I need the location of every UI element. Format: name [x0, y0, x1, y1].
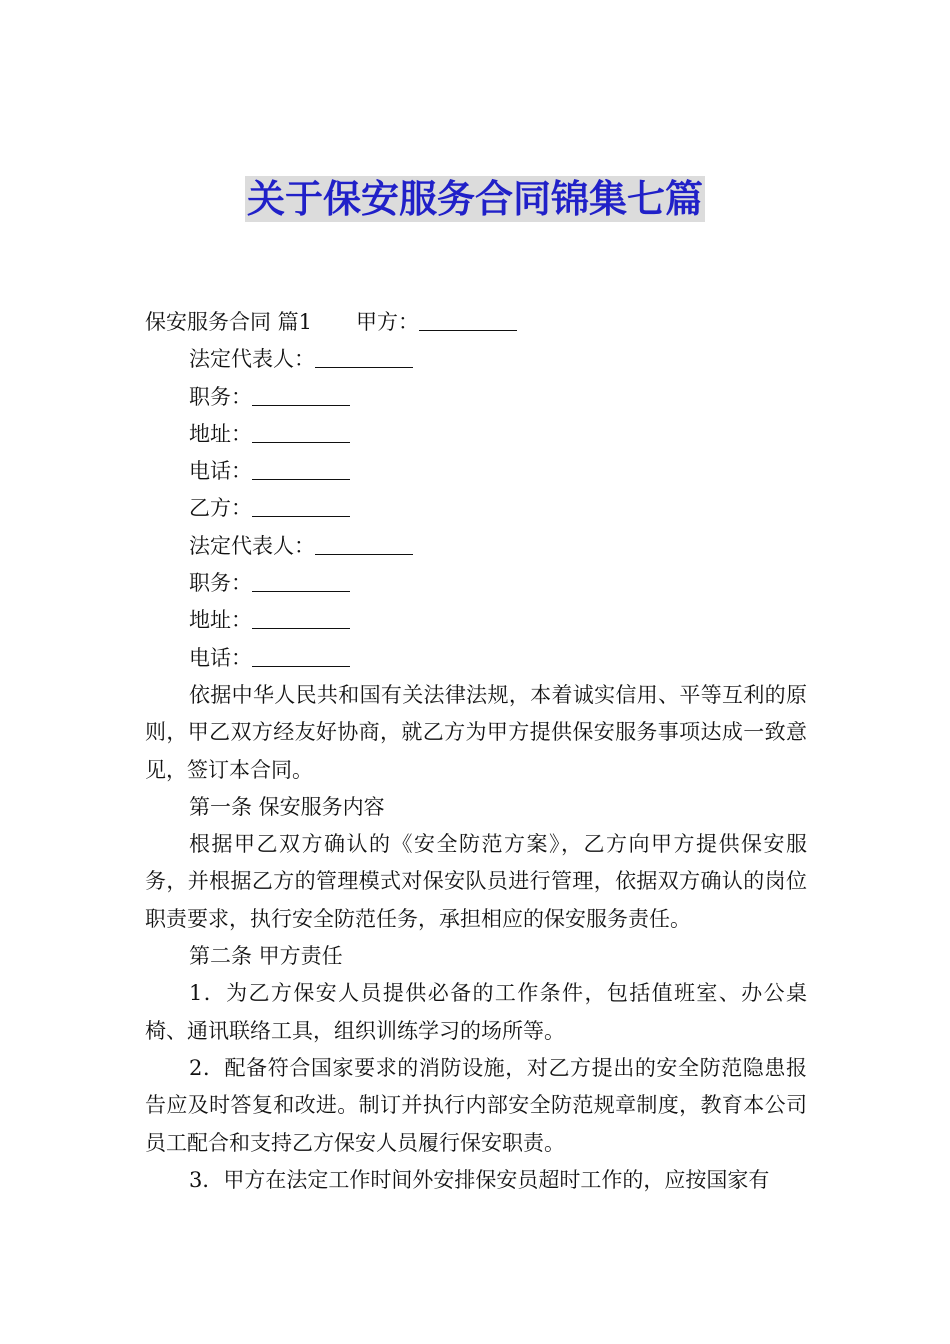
paragraph-item-1: 1．为乙方保安人员提供必备的工作条件，包括值班室、办公桌椅、通讯联络工具，组织训练学习的场所等。 [145, 981, 807, 1043]
party-a-blank [419, 308, 517, 331]
title-container [0, 176, 950, 222]
paragraph-item-3: 3．甲方在法定工作时间外安排保安员超时工作的，应按国家有 [189, 1167, 770, 1192]
contract-heading: 保安服务合同 篇1 [145, 310, 313, 334]
field-label: 乙方： [189, 496, 252, 521]
field-blank [252, 457, 350, 480]
paragraph-section-1: 根据甲乙双方确认的《安全防范方案》，乙方向甲方提供保安服务，并根据乙方的管理模式对保安队员进行管理，依据双方确认的岗位职责要求，执行安全防范任务，承担相应的保安服务责任。 [145, 832, 807, 931]
field-label: 职务： [189, 384, 252, 409]
field-blank [252, 606, 350, 629]
field-line [145, 490, 807, 527]
field-blank [252, 494, 350, 517]
party-a-label: 甲方： [356, 310, 420, 334]
field-blank [252, 383, 350, 406]
section-heading-2: 第二条 甲方责任 [189, 944, 343, 969]
paragraph-item-2: 2．配备符合国家要求的消防设施，对乙方提出的安全防范隐患报告应及时答复和改进。制订并执行内部安全防范规章制度，教育本公司员工配合和支持乙方保安人员履行保安职责。 [145, 1055, 807, 1155]
field-label: 地址： [189, 608, 252, 633]
field-label: 地址： [189, 421, 252, 446]
field-line [145, 416, 807, 453]
section-heading-1: 第一条 保安服务内容 [189, 794, 385, 819]
field-line [145, 379, 807, 416]
paragraph-intro: 依据中华人民共和国有关法律法规，本着诚实信用、平等互利的原则，甲乙双方经友好协商，就乙方为甲方提供保安服务事项达成一致意见，签订本合同。 [145, 682, 807, 782]
field-blank [252, 569, 350, 592]
field-blank [315, 532, 413, 555]
field-label: 法定代表人： [189, 347, 315, 372]
field-line [145, 640, 807, 677]
field-blank [252, 644, 350, 667]
document-body [145, 304, 807, 1199]
field-label: 职务： [189, 571, 252, 596]
field-line [145, 453, 807, 490]
field-label: 法定代表人： [189, 533, 315, 558]
contract-heading-line [145, 304, 807, 341]
field-blank [252, 420, 350, 443]
field-line [145, 528, 807, 565]
field-line [145, 565, 807, 602]
document-title: 关于保安服务合同锦集七篇 [246, 177, 703, 221]
field-label: 电话： [189, 459, 252, 484]
field-line [145, 602, 807, 639]
field-label: 电话： [189, 645, 252, 670]
field-blank [315, 345, 413, 368]
field-line [145, 341, 807, 378]
